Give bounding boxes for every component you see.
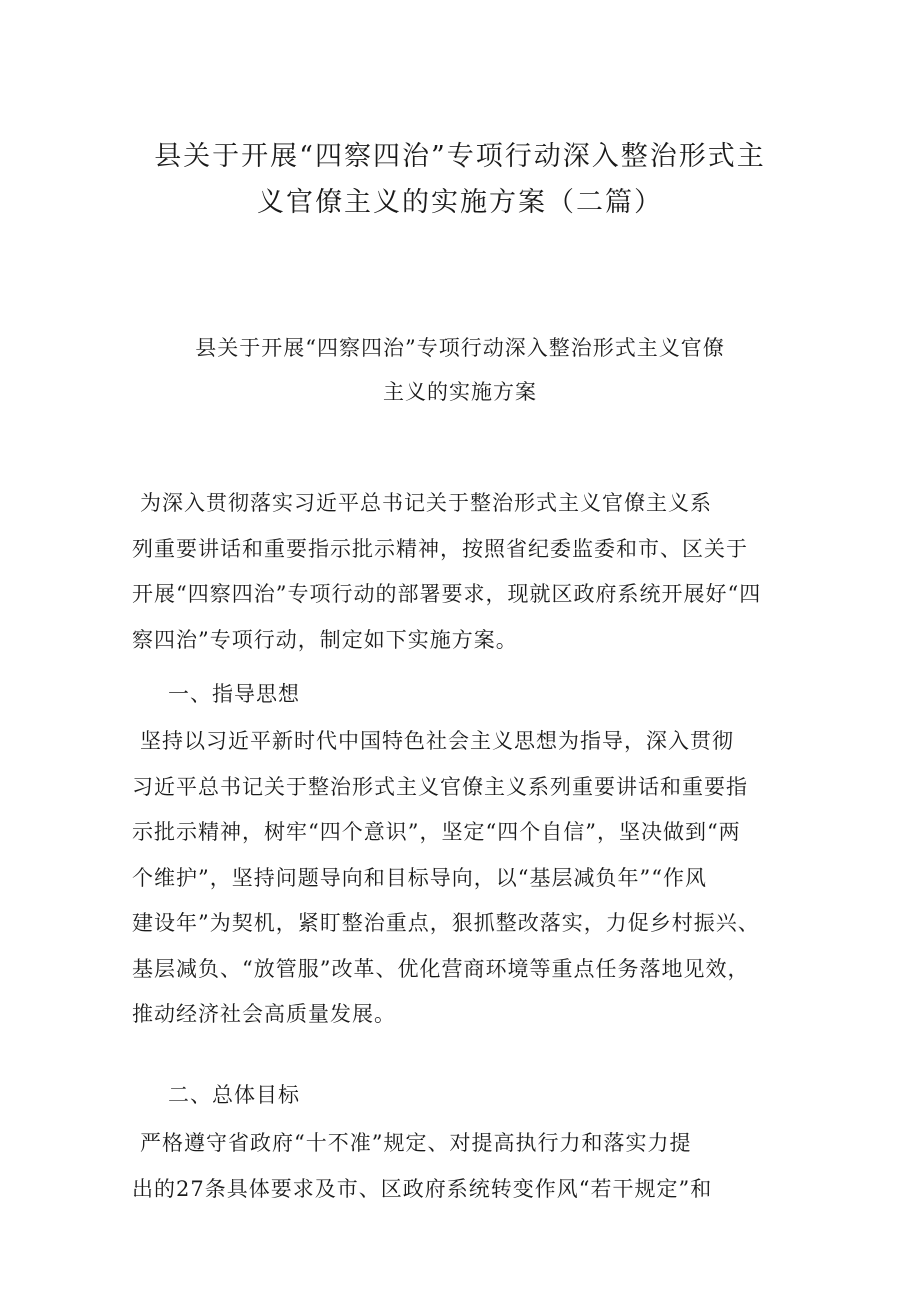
document-title-line-2: 义官僚主义的实施方案（二篇） xyxy=(257,187,663,218)
section1-line-7: 推动经济社会高质量发展。 xyxy=(132,1002,396,1026)
section1-line-1: 坚持以习近平新时代中国特色社会主义思想为指导，深入贯彻 xyxy=(96,729,734,753)
section1-line-3: 示批示精神，树牢“四个意识”，坚定“四个自信”，坚决做到“两 xyxy=(132,820,741,844)
section1-line-6: 基层减负、“放管服”改革、优化营商环境等重点任务落地见效， xyxy=(132,956,750,981)
section1-line-5: 建设年”为契机，紧盯整治重点，狠抓整改落实，力促乡村振兴、 xyxy=(132,911,760,935)
document-title xyxy=(120,134,800,226)
document-title-line-1: 县关于开展“四察四治”专项行动深入整治形式主 xyxy=(154,141,766,172)
document-subtitle-line-2: 主义的实施方案 xyxy=(383,380,537,404)
intro-line-3: 开展“四察四治”专项行动的部署要求，现就区政府系统开展好“四 xyxy=(132,582,762,606)
intro-line-1: 为深入贯彻落实习近平总书记关于整治形式主义官僚主义系 xyxy=(96,491,712,515)
section2-line-1: 严格遵守省政府“十不准”规定、对提高执行力和落实力提 xyxy=(96,1131,692,1155)
section1-line-2: 习近平总书记关于整治形式主义官僚主义系列重要讲话和重要指 xyxy=(132,774,748,799)
intro-paragraph xyxy=(96,481,792,663)
document-subtitle-line-1: 县关于开展“四察四治”专项行动深入整治形式主义官僚 xyxy=(195,336,725,360)
section2-paragraph xyxy=(96,1121,792,1212)
section1-paragraph xyxy=(96,719,792,1038)
section-heading-overall-goal: 二、总体目标 xyxy=(168,1083,300,1107)
section-heading-guiding-ideology: 一、指导思想 xyxy=(168,682,300,706)
section2-line-2: 出的27条具体要求及市、区政府系统转变作风“若干规定”和 xyxy=(132,1176,713,1201)
section1-line-4: 个维护”，坚持问题导向和目标导向，以“基层减负年”“作风 xyxy=(132,865,707,890)
intro-line-2: 列重要讲话和重要指示批示精神，按照省纪委监委和市、区关于 xyxy=(132,536,748,561)
intro-line-4: 察四治”专项行动，制定如下实施方案。 xyxy=(132,627,518,652)
document-subtitle xyxy=(120,326,800,414)
